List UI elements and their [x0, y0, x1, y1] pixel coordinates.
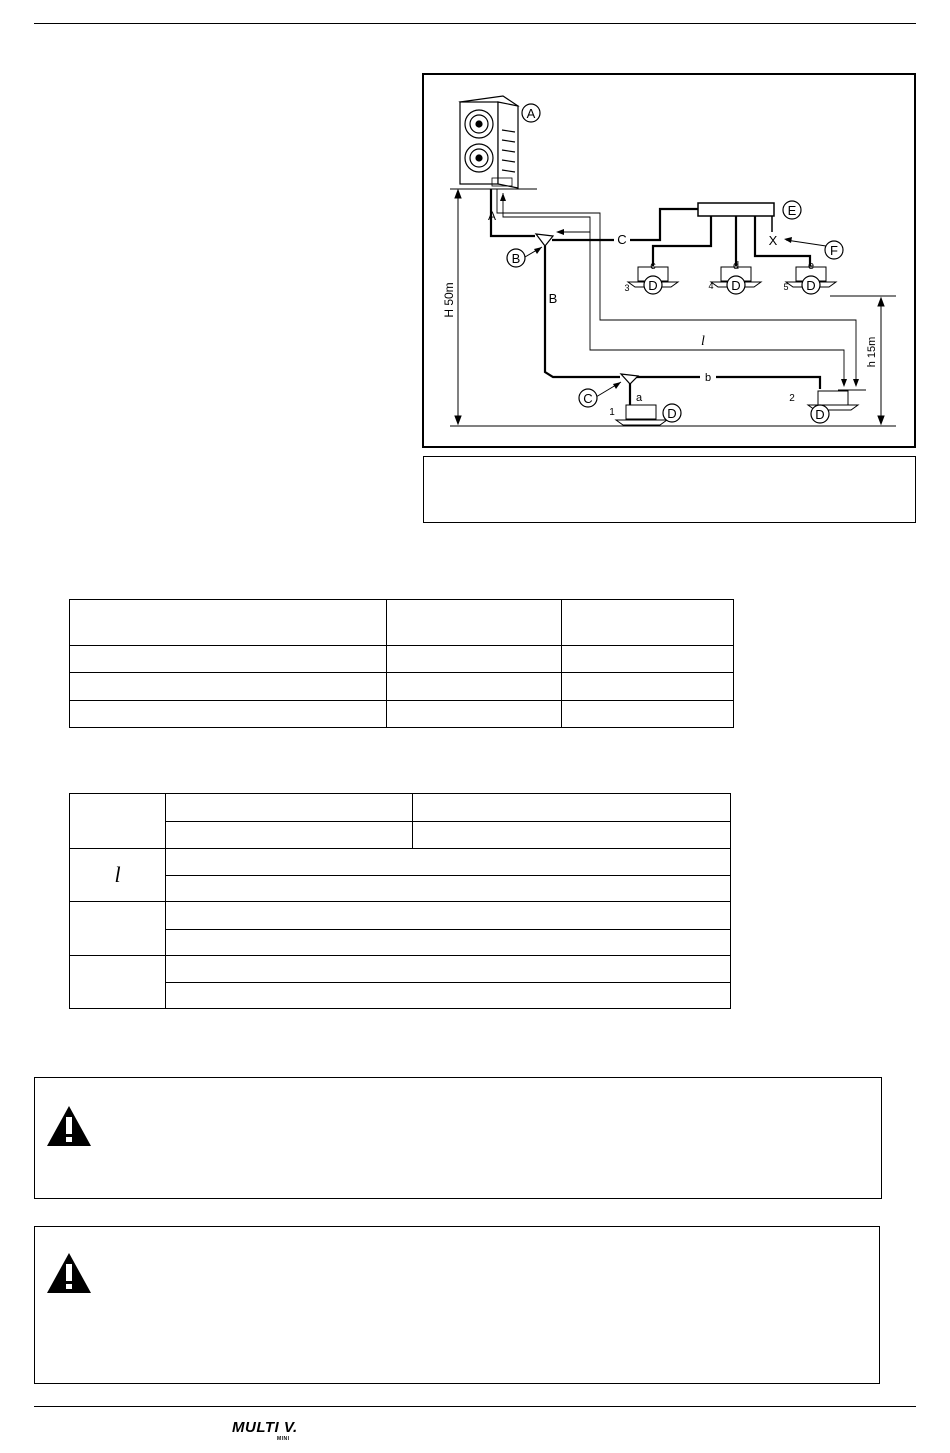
- pipe-label-C: C: [617, 232, 627, 247]
- label-D2: D: [815, 407, 825, 422]
- label-C: C: [583, 391, 593, 406]
- pipe-label-d: d: [732, 260, 740, 272]
- unit-number-5: 5: [783, 282, 789, 292]
- branch-pipe-icon-1: [536, 234, 553, 246]
- spec-table-1: [69, 599, 734, 728]
- unit-number-4: 4: [708, 281, 714, 291]
- brand-logo-sub: MINI: [277, 1436, 290, 1442]
- unit-number-1: 1: [609, 407, 615, 418]
- length-label-l: l: [701, 334, 705, 349]
- warning-box-1: [34, 1077, 882, 1199]
- pipe-label-A: A: [487, 209, 497, 223]
- height-label-h: h 15m: [866, 336, 878, 368]
- label-D1: D: [667, 406, 677, 421]
- footer-rule: [34, 1406, 916, 1407]
- piping-diagram: [0, 0, 950, 460]
- ell-symbol: l: [70, 849, 166, 902]
- pipe-label-b: b: [704, 372, 712, 384]
- label-D4: D: [731, 278, 741, 293]
- unit-number-3: 3: [624, 283, 630, 293]
- pipe-label-B: B: [548, 291, 558, 306]
- height-label-H: H 50m: [442, 282, 456, 318]
- branch-pipe-icon-2: [621, 374, 638, 384]
- label-F: F: [830, 243, 838, 258]
- label-E: E: [787, 203, 797, 218]
- cap-label-X: X: [768, 233, 778, 248]
- outdoor-unit-icon: [460, 96, 518, 188]
- diagram-caption-box: [423, 456, 916, 523]
- label-B: B: [511, 251, 521, 266]
- pipe-label-e: e: [807, 260, 815, 272]
- brand-logo: MULTI V.: [232, 1419, 298, 1436]
- unit-number-2: 2: [789, 393, 795, 404]
- header-icon: [698, 203, 774, 216]
- warning-icon: [45, 1251, 93, 1295]
- label-D5: D: [806, 278, 816, 293]
- label-A: A: [526, 106, 536, 121]
- label-D3: D: [648, 278, 658, 293]
- warning-icon: [45, 1104, 93, 1148]
- spec-table-2: [69, 793, 731, 1009]
- pipe-label-a: a: [635, 392, 643, 404]
- pipe-label-c: c: [650, 260, 656, 272]
- warning-box-2: [34, 1226, 880, 1384]
